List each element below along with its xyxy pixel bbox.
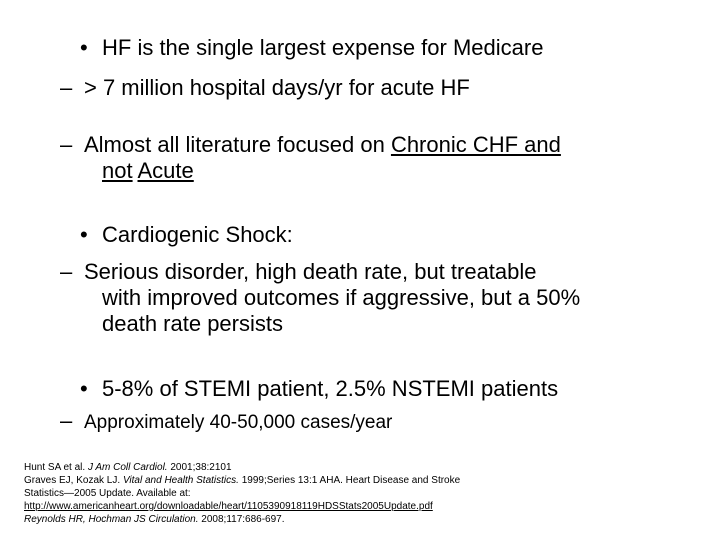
references bbox=[24, 461, 460, 526]
dash-marker: – bbox=[60, 408, 73, 433]
reference-aha-stats bbox=[24, 487, 460, 500]
sub-bullet-text: Approximately 40-50,000 cases/year bbox=[84, 412, 393, 433]
sub-bullet-hospital-days bbox=[60, 75, 470, 101]
sub-bullet-serious-disorder bbox=[60, 259, 537, 285]
reference-text: Hunt SA et al. bbox=[24, 462, 88, 473]
sub-bullet-literature bbox=[60, 132, 561, 158]
bullet-marker: • bbox=[80, 222, 88, 247]
reference-text: 2008;117:686-697. bbox=[198, 514, 285, 525]
bullet-text: HF is the single largest expense for Medicare bbox=[102, 35, 544, 60]
reference-text: 2001;38:2101 bbox=[167, 462, 232, 473]
underlined-text: Acute bbox=[137, 158, 194, 183]
sub-bullet-text: Almost all literature focused on bbox=[84, 132, 391, 157]
underlined-text: Chronic CHF and bbox=[390, 132, 561, 157]
bullet-hf-expense bbox=[80, 35, 543, 61]
bullet-marker: • bbox=[80, 35, 88, 60]
dash-marker: – bbox=[60, 75, 73, 100]
sub-bullet-text: > 7 million hospital days/yr for acute HF bbox=[84, 75, 470, 100]
reference-journal: J Am Coll Cardiol. bbox=[87, 462, 168, 473]
dash-marker: – bbox=[60, 259, 73, 284]
reference-hunt bbox=[24, 461, 460, 474]
dash-marker: – bbox=[60, 132, 73, 157]
reference-graves bbox=[24, 474, 460, 487]
sub-bullet-cases bbox=[60, 408, 392, 436]
reference-text: 1999;Series 13:1 AHA. Heart Disease and Stroke bbox=[238, 475, 461, 486]
reference-journal: Vital and Health Statistics. bbox=[122, 475, 239, 486]
aha-link[interactable]: http://www.americanheart.org/downloadable/heart/1105390918119HDSStats2005Update.pdf bbox=[24, 501, 433, 512]
bullet-stemi bbox=[80, 376, 558, 402]
reference-reynolds bbox=[24, 513, 460, 526]
reference-link-row bbox=[24, 500, 460, 513]
underlined-text: not bbox=[102, 158, 133, 183]
bullet-text: Cardiogenic Shock: bbox=[102, 222, 293, 247]
bullet-marker: • bbox=[80, 376, 88, 401]
bullet-text: 5-8% of STEMI patient, 2.5% NSTEMI patients bbox=[102, 376, 559, 401]
sub-bullet-text: Serious disorder, high death rate, but treatable bbox=[84, 259, 537, 284]
sub-bullet-literature-cont bbox=[102, 158, 194, 184]
reference-text: Graves EJ, Kozak LJ. bbox=[24, 475, 123, 486]
reference-journal: Reynolds HR, Hochman JS Circulation. bbox=[24, 514, 199, 525]
sub-bullet-serious-disorder-l3 bbox=[102, 311, 283, 337]
sub-bullet-serious-disorder-l2 bbox=[102, 285, 580, 311]
sub-bullet-text: with improved outcomes if aggressive, but a 50% bbox=[102, 285, 581, 310]
reference-text: Statistics—2005 Update. Available at: bbox=[24, 488, 191, 499]
sub-bullet-text: death rate persists bbox=[102, 311, 283, 336]
bullet-cardiogenic-shock bbox=[80, 222, 293, 248]
